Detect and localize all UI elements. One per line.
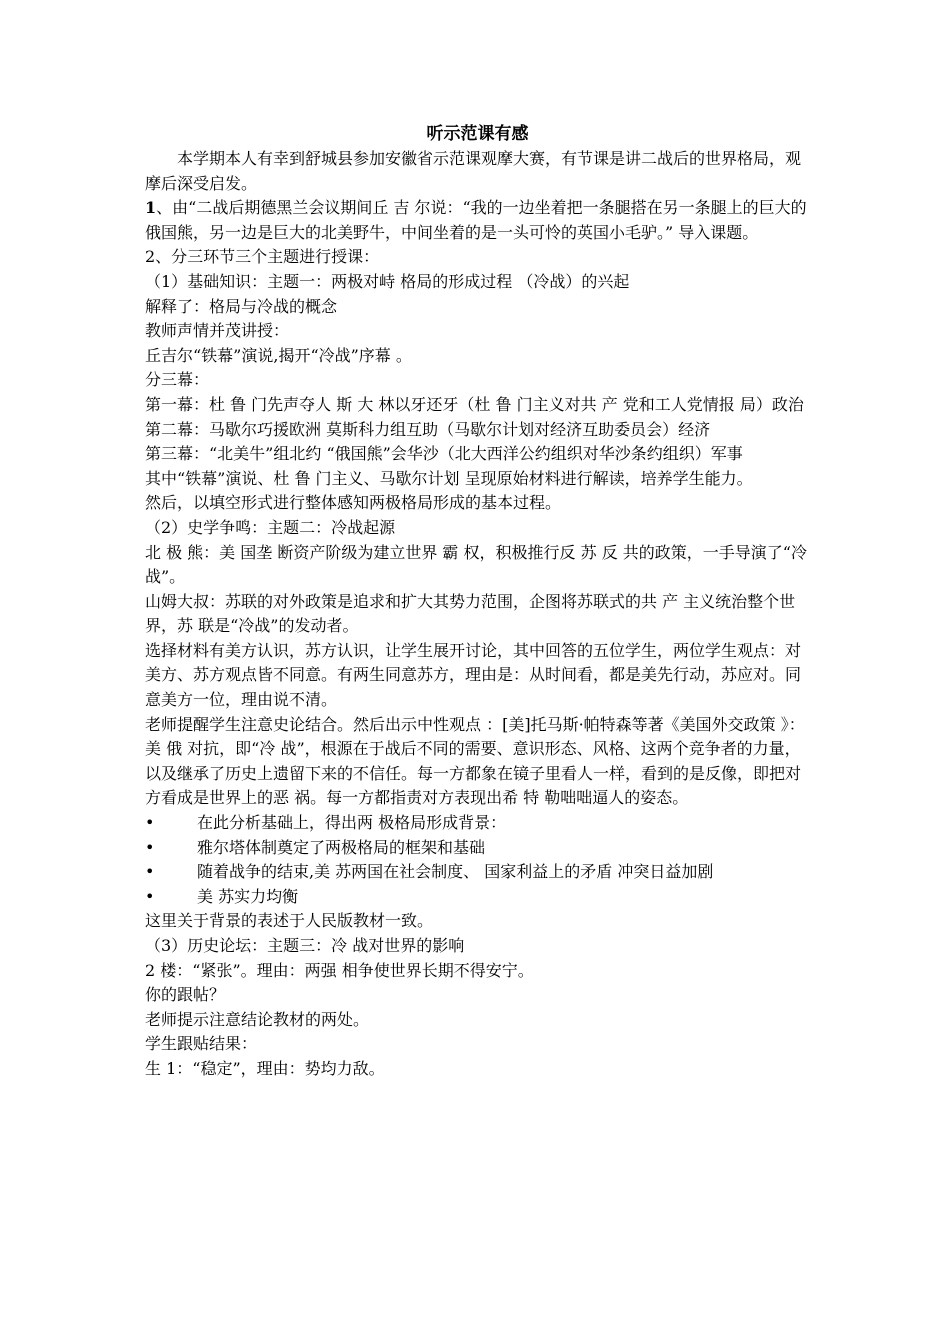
paragraph-1-number: 1: [145, 198, 157, 218]
text-line: 生 1：“稳定”，理由：势均力敌。: [145, 1058, 385, 1078]
bullet-item: [145, 811, 810, 836]
text-line: 2 楼：“紧张”。理由：两强 相争使世界长期不得安宁。: [145, 960, 534, 980]
intro-paragraph: 本学期本人有幸到舒城县参加安徽省示范课观摩大赛，有节课是讲二战后的世界格局，观摩后深受启发。: [145, 149, 802, 193]
text-line: 学生跟贴结果：: [145, 1034, 258, 1054]
text-line: 第三幕：“北美牛”组北约 “俄国熊”会华沙（北大西洋公约组织对华沙条约组织）军事: [145, 444, 743, 464]
page-title: 听示范课有感: [426, 124, 529, 144]
text-line: 这里关于背景的表述于人民版教材一致。: [145, 911, 434, 931]
bullet-dot: •: [145, 837, 155, 857]
text-line: 山姆大叔：苏联的对外政策是追求和扩大其势力范围，企图将苏联式的共 产 主义统治整个世界，苏 联是“冷战”的发动者。: [145, 591, 796, 636]
bullet-text: 美 苏实力均衡: [197, 886, 299, 906]
text-line: 选择材料有美方认识，苏方认识，让学生展开讨论，其中回答的五位学生，两位学生观点：对美方、苏方观点皆不同意。有两生同意苏方，理由是：从时间看，都是美先行动，苏应对。同意美方一位，理由说不清。: [145, 640, 802, 710]
paragraph-1-text: 、由“二战后期德黑兰会议期间丘 吉 尔说：“我的一边坐着把一条腿搭在另一条腿上的巨大的俄国熊，另一边是巨大的北美野牛，中间坐着的是一头可怜的英国小毛驴。” 导入课题。: [145, 198, 807, 242]
text-line: （1）基础知识：主题一：两极对峙 格局的形成过程 （冷战）的兴起: [145, 271, 630, 291]
bullet-dot: •: [145, 862, 155, 882]
text-line: 然后，以填空形式进行整体感知两极格局形成的基本过程。: [145, 493, 562, 513]
text-line: 丘吉尔“铁幕”演说,揭开“冷战”序幕 。: [145, 345, 412, 365]
text-line: 解释了：格局与冷战的概念: [145, 296, 338, 316]
text-line: （3）历史论坛：主题三：冷 战对世界的影响: [145, 936, 465, 955]
bullet-text: 随着战争的结束,美 苏两国在社会制度、 国家利益上的矛盾 冲突日益加剧: [197, 862, 714, 882]
text-line: 其中“铁幕”演说、杜 鲁 门主义、马歇尔计划 呈现原始材料进行解读，培养学生能力。: [145, 468, 753, 488]
text-line: 老师提醒学生注意史论结合。然后出示中性观点 ：[美]托马斯·帕特森等著《美国外交政策 》：美 俄 对抗，即“冷 战”，根源在于战后不同的需要、意识形态、风格、这两个竞争者的力量，以及继承了历史上遗留下来的不信任。每一方都象在镜子里看人一样，看到的是反像，即把对方看成是世界上的恶 祸。每一方都指责对方表现出希 特 勒咄咄逼人的姿态。: [145, 714, 805, 808]
bullet-item: [145, 860, 810, 885]
bullet-item: [145, 885, 810, 910]
text-line: 老师提示注意结论教材的两处。: [145, 1009, 370, 1029]
bullet-text: 雅尔塔体制奠定了两极格局的框架和基础: [197, 837, 486, 857]
text-line: （2）史学争鸣：主题二：冷战起源: [145, 517, 396, 537]
text-line: 2、分三环节三个主题进行授课：: [145, 247, 380, 267]
bullet-dot: •: [145, 886, 155, 906]
bullet-dot: •: [145, 813, 155, 833]
text-line: 北 极 熊：美 国垄 断资产阶级为建立世界 霸 权，积极推行反 苏 反 共的政策，一手导演了“冷战”。: [145, 542, 807, 587]
text-line: 第二幕：马歇尔巧援欧洲 莫斯科力组互助（马歇尔计划对经济互助委员会）经济: [145, 419, 711, 439]
bullet-item: [145, 836, 810, 861]
text-line: 你的跟帖？: [145, 985, 226, 1005]
paragraph-1: [145, 196, 810, 245]
text-line: 第一幕：杜 鲁 门先声夺人 斯 大 林以牙还牙（杜 鲁 门主义对共 产 党和工人党情报 局）政治: [145, 394, 804, 414]
bullet-text: 在此分析基础上，得出两 极格局形成背景：: [197, 813, 507, 833]
text-line: 分三幕：: [145, 370, 210, 390]
text-line: 教师声情并茂讲授：: [145, 321, 290, 341]
